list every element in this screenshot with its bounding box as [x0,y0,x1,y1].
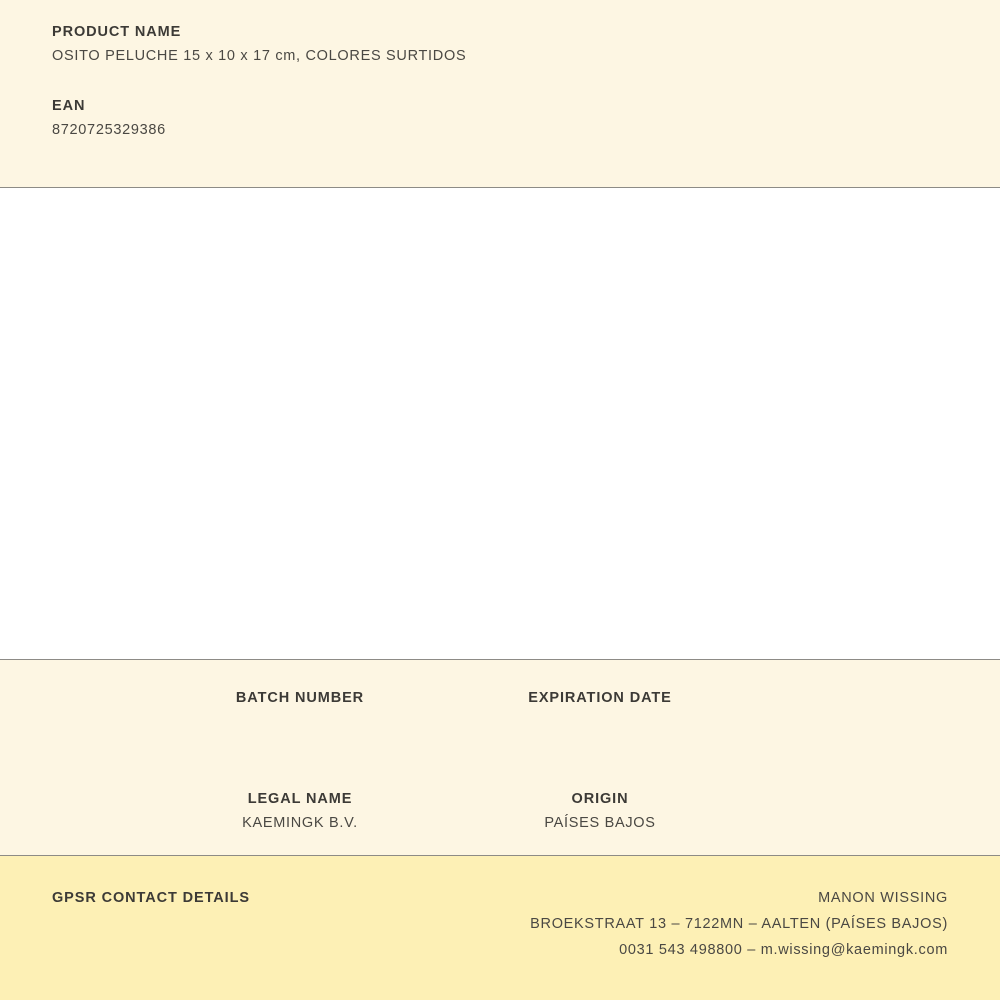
legal-name-cell [150,791,450,832]
legal-name-value: KAEMINGK B.V. [242,815,358,831]
legal-name-label: LEGAL NAME [247,791,353,807]
product-details-block [0,660,1000,856]
product-name-field [52,24,948,64]
details-row-batch [0,690,1000,731]
batch-number-label: BATCH NUMBER [235,690,365,706]
gpsr-contact-name: MANON WISSING [818,890,948,906]
blank-content-area [0,188,1000,660]
ean-field [52,98,948,138]
gpsr-footer [0,856,1000,1000]
details-left-spacer-2 [0,791,150,832]
gpsr-contact-address: BROEKSTRAAT 13 – 7122MN – AALTEN (PAÍSES BAJOS) [530,916,948,932]
details-left-spacer [0,690,150,731]
gpsr-contact-phone-email: 0031 543 498800 – m.wissing@kaemingk.com [619,942,948,958]
expiration-date-label: EXPIRATION DATE [528,690,672,706]
origin-cell [450,791,750,832]
gpsr-contact-title: GPSR CONTACT DETAILS [52,890,250,906]
details-right-spacer [750,690,900,731]
details-right-spacer-2 [750,791,900,832]
ean-label: EAN [52,98,86,114]
ean-value: 8720725329386 [52,122,166,138]
product-name-value: OSITO PELUCHE 15 x 10 x 17 cm, COLORES SURTIDOS [52,48,467,64]
expiration-date-value [450,714,750,731]
origin-label: ORIGIN [571,791,629,807]
batch-number-cell [150,690,450,731]
batch-number-value [150,714,450,731]
details-row-legal [0,791,1000,832]
gpsr-contact-lines [530,890,948,958]
product-name-label: PRODUCT NAME [52,24,182,40]
product-info-block [0,0,1000,188]
origin-value: PAÍSES BAJOS [544,815,656,831]
expiration-date-cell [450,690,750,731]
